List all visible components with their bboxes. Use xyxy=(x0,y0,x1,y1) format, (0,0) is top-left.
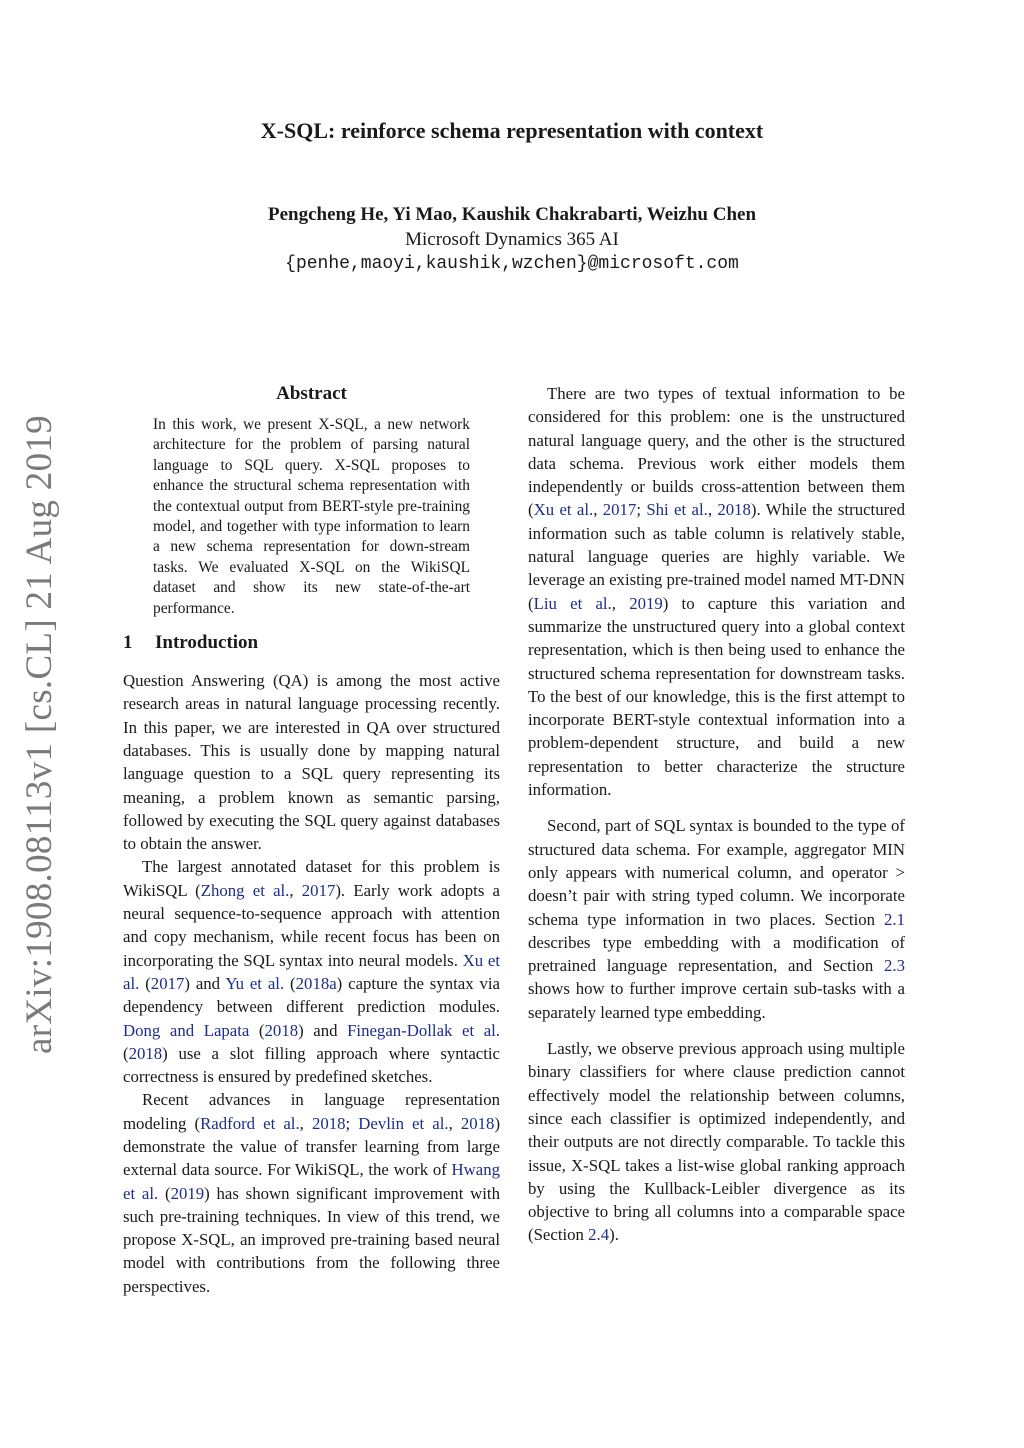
citation-link[interactable]: 2018 xyxy=(311,1113,346,1133)
paper-title: X-SQL: reinforce schema representation with context xyxy=(260,118,764,143)
citation-link[interactable]: 2018 xyxy=(717,500,751,520)
citation-link[interactable]: Radford et al. xyxy=(200,1113,300,1133)
citation-link[interactable]: Finegan-Dollak et al. xyxy=(347,1020,501,1040)
citation-link[interactable]: 2018 xyxy=(264,1020,299,1040)
citation-link[interactable]: Dong and Lapata xyxy=(123,1020,250,1040)
section-title: Introduction xyxy=(155,632,259,654)
citation-link[interactable]: 2017 xyxy=(301,880,336,900)
intro-paragraph-2: The largest annotated dataset for this problem is WikiSQL (Zhong et al., 2017). Early work adopts a neural sequence-to-sequence approach with attention and copy mechanism, while recent focus has been on incorporating the SQL syntax into neural models. Xu et al. (2017) and Yu et al. (2018a) capture the syntax via dependency between different prediction modules. Dong and Lapata (2018) and Finegan-Dollak et al. (2018) use a slot filling approach where syntactic correctness is ensured by predefined sketches. xyxy=(123,857,501,1087)
citation-link[interactable]: Devlin et al. xyxy=(358,1113,449,1133)
body-paragraph-textual-information: There are two types of textual information to be considered for this problem: one is the unstructured natural language query, and the other is the structured data schema. Previous work either models them independently or builds cross-attention between them (Xu et al., 2017; Shi et al., 2018). While the structured information such as table column is relatively stable, natural language queries are highly variable. We leverage an existing pre-trained model named MT-DNN (Liu et al., 2019) to capture this variation and summarize the unstructured query into a global context representation, which is then being used to enhance the structured schema representation for downstream tasks. To the best of our knowledge, this is the first attempt to incorporate BERT-style contextual information into a problem-dependent structure, and build a new representation to better characterize the structure information. xyxy=(528,384,906,800)
citation-link[interactable]: Xu et al. xyxy=(123,950,500,993)
left-column xyxy=(123,382,500,1298)
right-column xyxy=(528,382,905,1247)
section-heading-introduction xyxy=(123,631,500,655)
intro-paragraph-1: Question Answering (QA) is among the most active research areas in natural language processing recently. In this paper, we are interested in QA over structured databases. This is usually done by mapping natural language question to a SQL query representing its meaning, a problem known as semantic parsing, followed by executing the SQL query against databases to obtain the answer. xyxy=(123,671,500,854)
citation-link[interactable]: Shi et al. xyxy=(646,500,708,520)
author-list: Pengcheng He, Yi Mao, Kaushik Chakrabarti, Weizhu Chen xyxy=(267,204,757,225)
citation-link[interactable]: 2017 xyxy=(150,973,185,993)
citation-link[interactable]: Zhong et al. xyxy=(200,880,290,900)
citation-link[interactable]: 2018 xyxy=(128,1043,163,1063)
citation-link[interactable]: 2019 xyxy=(629,593,663,613)
citation-link[interactable]: Yu et al. xyxy=(225,973,285,993)
citation-link[interactable]: 2018a xyxy=(295,973,337,993)
affiliation: Microsoft Dynamics 365 AI xyxy=(405,229,619,250)
body-paragraph-schema-type: Second, part of SQL syntax is bounded to the type of structured data schema. For example, aggregator MIN only appears with numerical column, and operator > doesn’t pair with string typed column. We incorporate schema type information in two places. Section 2.1 describes type embedding with a modification of pretrained language representation, and Section 2.3 shows how to further improve certain sub-tasks with a separately learned type embedding. xyxy=(528,816,905,1022)
body-paragraph-global-ranking: Lastly, we observe previous approach using multiple binary classifiers for where clause prediction cannot effectively model the relationship between columns, since each classifier is optimized independently, and their outputs are not directly comparable. To tackle this issue, X-SQL takes a list-wise global ranking approach by using the Kullback-Leibler divergence as its objective to bring all columns into a comparable space (Section 2.4). xyxy=(528,1039,905,1245)
citation-link[interactable]: Xu et al. xyxy=(533,500,594,520)
section-number: 1 xyxy=(123,632,133,654)
section-link[interactable]: 2.1 xyxy=(884,909,905,929)
arxiv-sidebar-stamp: arXiv:1908.08113v1 [cs.CL] 21 Aug 2019 xyxy=(19,415,60,1054)
citation-link[interactable]: 2017 xyxy=(602,500,637,520)
citation-link[interactable]: Liu et al. xyxy=(533,593,612,613)
citation-link[interactable]: 2019 xyxy=(170,1183,205,1203)
abstract-heading: Abstract xyxy=(276,383,347,404)
author-emails: {penhe,maoyi,kaushik,wzchen}@microsoft.com xyxy=(285,254,739,274)
section-link[interactable]: 2.3 xyxy=(884,956,905,976)
abstract-text: In this work, we present X-SQL, a new network architecture for the problem of parsing natural language to SQL query. X-SQL proposes to enhance the structural schema representation with the contextual output from BERT-style pre-training model, and together with type information to learn a new schema representation for down-stream tasks. We evaluated X-SQL on the WikiSQL dataset and show its new state-of-the-art performance. xyxy=(153,416,470,617)
citation-link[interactable]: Hwang et al. xyxy=(123,1160,500,1203)
intro-paragraph-3: Recent advances in language representation modeling (Radford et al., 2018; Devlin et al., 2018) demonstrate the value of transfer learning from large external data source. For WikiSQL, the work of Hwang et al. (2019) has shown significant improvement with such pre-training techniques. In view of this trend, we propose X-SQL, an improved pre-training based neural model with contributions from the following three perspectives. xyxy=(123,1090,501,1296)
citation-link[interactable]: 2018 xyxy=(460,1113,495,1133)
section-link[interactable]: 2.4 xyxy=(588,1225,610,1245)
